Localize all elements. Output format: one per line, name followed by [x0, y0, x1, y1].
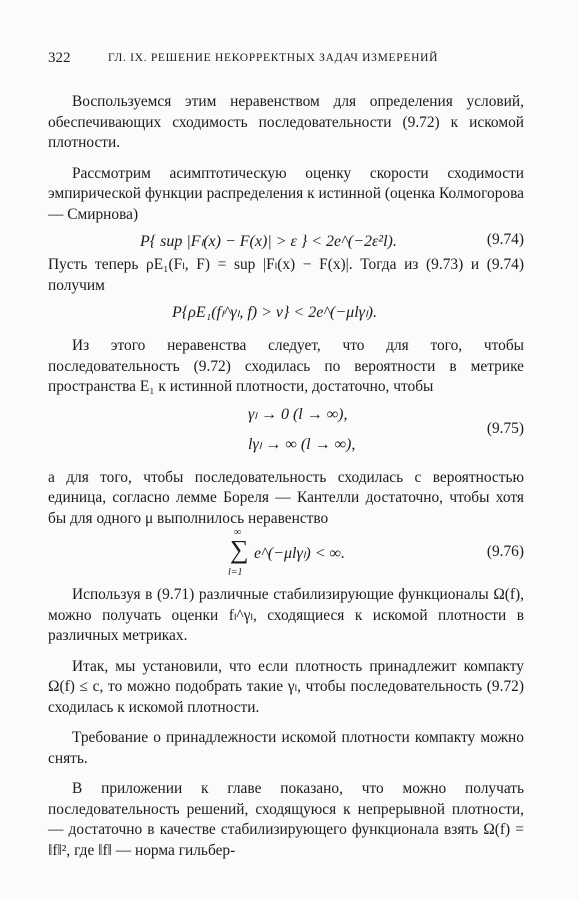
paragraph: Требование о принадлежности искомой плотности компакту можно снять.	[48, 729, 524, 767]
equation-line: γₗ → 0 (l → ∞),	[248, 405, 348, 423]
equation-9-74	[48, 225, 524, 255]
equation-number: (9.75)	[486, 419, 524, 437]
page-number: 322	[48, 50, 71, 66]
paragraph: а для того, чтобы последовательность сходилась с вероятностью единица, согласно лемме Бореля — Кантелли достаточно, чтобы хотя бы для одного μ выполнилось неравенство	[48, 468, 524, 527]
equation-9-76	[48, 529, 524, 585]
paragraph: Из этого неравенства следует, что для того, чтобы последовательность (9.72) сходилась по вероятности в метрике пространства E₁ к истинной плотности, достаточно, чтобы	[48, 337, 524, 395]
paragraph: Пусть теперь ρE₁(Fₗ, F) = sup |Fₗ(x) − F(x)|. Тогда из (9.73) и (9.74) получим	[48, 256, 524, 294]
sum-upper-limit: ∞	[234, 527, 242, 538]
running-header	[48, 50, 528, 70]
equation-formula: P{ρE₁(fₗ^γₗ, f) > ν} < 2e^(−μlγₗ).	[172, 304, 377, 321]
equation-line: lγₗ → ∞ (l → ∞),	[248, 435, 356, 453]
equation-number: (9.74)	[486, 231, 524, 248]
equation-formula: P{ sup |Fₗ(x) − F(x)| > ε } < 2e^(−2ε²l).	[140, 233, 397, 250]
sum-lower-limit: l=1	[228, 567, 243, 578]
equation-number: (9.76)	[486, 543, 524, 560]
equation-formula: e^(−μlγₗ) < ∞.	[254, 545, 345, 562]
paragraph: Итак, мы установили, что если плотность принадлежит компакту Ω(f) ≤ c, то можно подобрать такие γₗ, чтобы последовательность (9.72) сходилась к искомой плотности.	[48, 657, 524, 716]
sum-sign: ∑	[230, 535, 249, 564]
equation-9-75	[48, 398, 524, 468]
paragraph: Воспользуемся этим неравенством для определения условий, обеспечивающих сходимость последовательности (9.72) к искомой плотности.	[48, 93, 524, 151]
page-body	[48, 92, 524, 861]
paragraph: Используя в (9.71) различные стабилизирующие функционалы Ω(f), можно получать оценки fₗ^γₗ, сходящиеся к искомой плотности в различных метриках.	[48, 586, 524, 644]
paragraph: В приложении к главе показано, что можно получать последовательность решений, сходящуюся к непрерывной плотности, — достаточно в качестве стабилизирующего функционала взять Ω(f) = ‖f‖², где ‖f‖ — норма гильбер-	[48, 780, 524, 859]
running-head-title: ГЛ. IX. РЕШЕНИЕ НЕКОРРЕКТНЫХ ЗАДАЧ ИЗМЕРЕНИЙ	[108, 52, 439, 64]
equation-unnumbered	[48, 296, 524, 326]
paragraph: Рассмотрим асимптотическую оценку скорости сходимости эмпирической функции распределения к истинной (оценка Колмогорова — Смирнова)	[48, 164, 524, 223]
